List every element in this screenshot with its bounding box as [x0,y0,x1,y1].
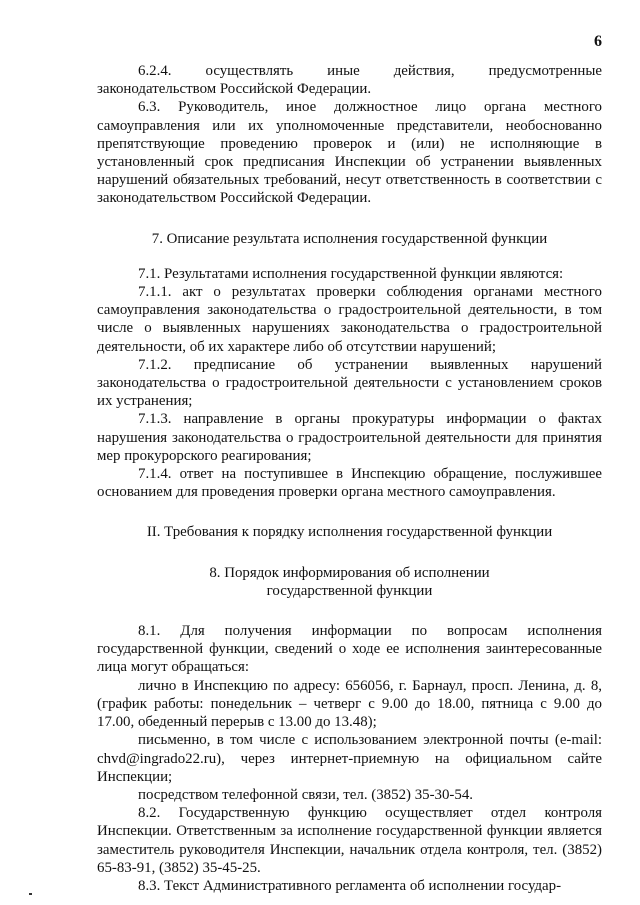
paragraph-7-1-3: 7.1.3. направление в органы прокуратуры информации о фактах нарушения законодательства о градостроительной деятельности для принятия мер прокурорского реагирования; [97,411,602,464]
paragraph-8-3: 8.3. Текст Административного регламента об исполнении государ- [138,877,562,894]
paragraph-8-1: 8.1. Для получения информации по вопросам исполнения государственной функции, сведений о ходе ее исполнения заинтересованные лица могут обращаться: [97,623,602,676]
paragraph-6-2-4: 6.2.4. осуществлять иные действия, предусмотренные законодательством Российской Федерации. [97,63,602,98]
heading-section-7: 7. Описание результата исполнения государственной функции [151,230,548,247]
paragraph-7-1: 7.1. Результатами исполнения государственной функции являются: [138,265,564,282]
paragraph-in-writing: письменно, в том числе с использованием электронной почты (e-mail: chvd@ingrado22.ru), через интернет-приемную на официальном сайте Инспекции; [97,732,602,785]
document-body [97,62,602,895]
scan-speck [29,893,32,895]
heading-section-8-line1: 8. Порядок информирования об исполнении [209,564,490,581]
paragraph-7-1-1: 7.1.1. акт о результатах проверки соблюдения органами местного самоуправления законодательства о градостроительной деятельности, в том числе о выявленных нарушениях законодательства о градостроительной деятельности, об их характере либо об отсутствии нарушений; [97,284,602,355]
paragraph-in-person: лично в Инспекцию по адресу: 656056, г. Барнаул, просп. Ленина, д. 8, (график работы: понедельник – четверг с 9.00 до 18.00, пятница с 9.00 до 17.00, обеденный перерыв с 13.00 до 13.48); [97,677,602,731]
paragraph-8-2: 8.2. Государственную функцию осуществляет отдел контроля Инспекции. Ответственным за исполнение государственной функции является заместитель руководителя Инспекции, начальник отдела контроля, тел. (3852) 65-83-91, (3852) 35-45-25. [97,805,602,876]
heading-part-II: II. Требования к порядку исполнения государственной функции [146,524,553,541]
page-number: 6 [594,33,602,50]
paragraph-7-1-4: 7.1.4. ответ на поступившее в Инспекцию обращение, послужившее основанием для проведения проверки органа местного самоуправления. [97,466,602,501]
paragraph-7-1-2: 7.1.2. предписание об устранении выявленных нарушений законодательства о градостроительной деятельности с установлением сроков их устранения; [97,356,602,410]
paragraph-6-3: 6.3. Руководитель, иное должностное лицо органа местного самоуправления или их уполномоченные представители, необоснованно препятствующие проведению проверок и (или) не исполняющие в установленный срок предписания Инспекции об устранении выявленных нарушений обязательных требований, несут ответственность в соответствии с законодательством Российской Федерации. [97,99,602,207]
paragraph-phone: посредством телефонной связи, тел. (3852) 35-30-54. [138,786,474,803]
heading-section-8-line2: государственной функции [266,582,433,599]
